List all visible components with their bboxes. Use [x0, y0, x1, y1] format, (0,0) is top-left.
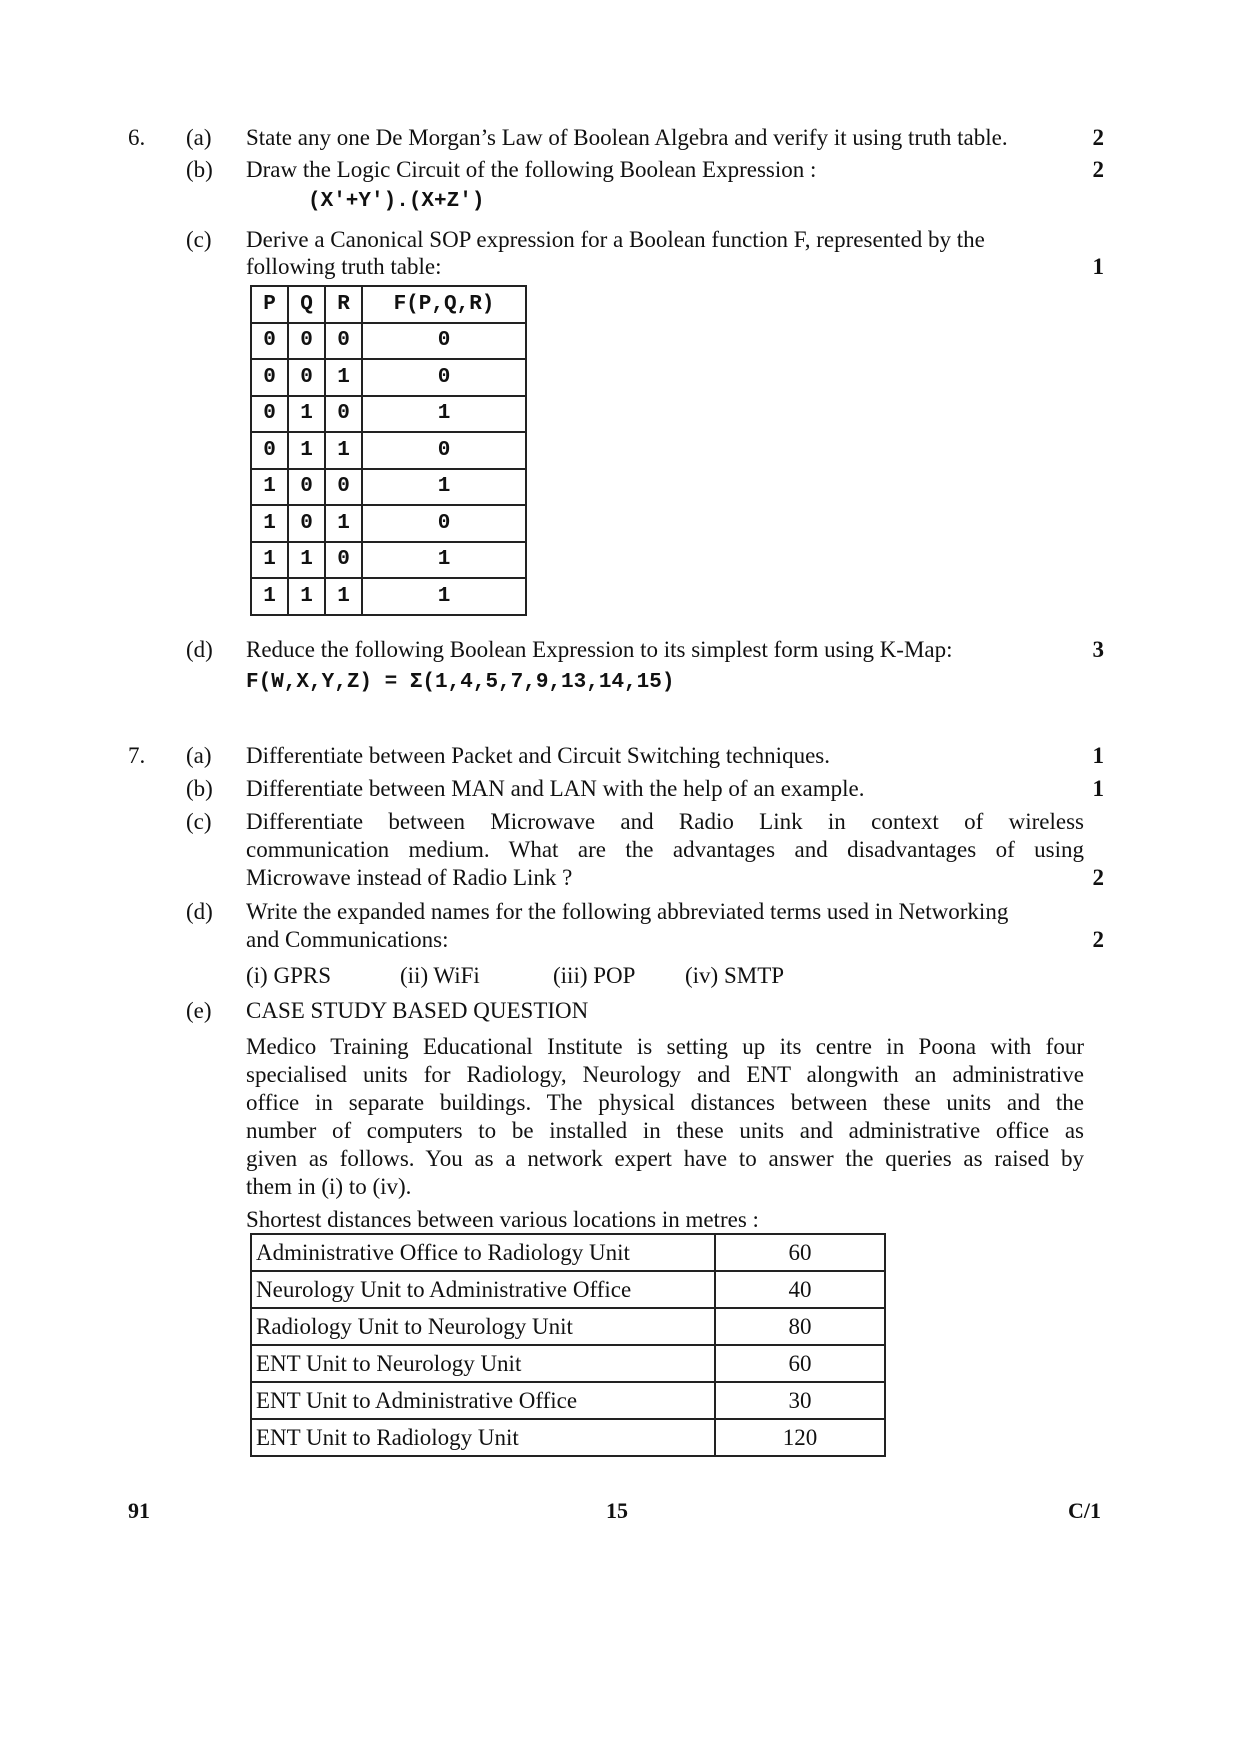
case-study-para-line2: [246, 1061, 1084, 1089]
table-row: [251, 432, 526, 469]
cell: 1: [288, 542, 325, 579]
q7c-line1-text: Differentiate between Microwave and Radio Link in context of wireless: [246, 809, 1084, 834]
q7d-label: (d): [186, 899, 213, 924]
cell: 1: [362, 578, 526, 615]
route-cell: Neurology Unit to Administrative Office: [251, 1271, 715, 1308]
q7d-text-line2: and Communications:: [246, 927, 449, 952]
q6d-text: Reduce the following Boolean Expression to its simplest form using K-Map:: [246, 637, 953, 662]
q7c-text-line3: Microwave instead of Radio Link ?: [246, 865, 573, 890]
para-line: number of computers to be installed in these units and administrative office as: [246, 1118, 1084, 1143]
distance-table-caption: Shortest distances between various locations in metres :: [246, 1207, 759, 1232]
q7c-label: (c): [186, 809, 212, 834]
cell: 1: [251, 505, 288, 542]
cell: 1: [325, 359, 362, 396]
q7d-term-2: (ii) WiFi: [400, 963, 480, 988]
cell: 0: [251, 396, 288, 433]
page-number: 15: [606, 1498, 628, 1523]
cell: 1: [288, 578, 325, 615]
table-row: [251, 542, 526, 579]
cell: 0: [362, 323, 526, 360]
cell: 1: [362, 542, 526, 579]
q7c-line2-text: communication medium. What are the advantages and disadvantages of using: [246, 837, 1084, 862]
cell: 0: [362, 432, 526, 469]
q6b-text: Draw the Logic Circuit of the following Boolean Expression :: [246, 157, 817, 182]
route-cell: Radiology Unit to Neurology Unit: [251, 1308, 715, 1345]
distance-cell: 60: [715, 1345, 885, 1382]
q7c-text-line2: [246, 836, 1084, 864]
cell: 0: [251, 323, 288, 360]
q6c-label: (c): [186, 227, 212, 252]
route-cell: ENT Unit to Radiology Unit: [251, 1419, 715, 1456]
case-study-para-line1: [246, 1033, 1084, 1061]
q6b-expression: (X'+Y').(X+Z'): [308, 190, 485, 213]
distance-cell: 120: [715, 1419, 885, 1456]
route-cell: ENT Unit to Neurology Unit: [251, 1345, 715, 1382]
cell: 0: [288, 505, 325, 542]
distance-cell: 80: [715, 1308, 885, 1345]
footer-code: 91: [128, 1498, 150, 1523]
q6b-label: (b): [186, 157, 213, 182]
q6a-marks: 2: [1092, 125, 1104, 150]
distance-cell: 40: [715, 1271, 885, 1308]
cell: 1: [251, 542, 288, 579]
distance-table: [250, 1233, 886, 1457]
table-row: [251, 1345, 885, 1382]
cell: 1: [251, 469, 288, 506]
truth-table: [250, 285, 527, 616]
q6b-marks: 2: [1092, 157, 1104, 182]
header-cell: R: [325, 286, 362, 323]
q6d-marks: 3: [1092, 637, 1104, 662]
distance-cell: 60: [715, 1234, 885, 1271]
table-row: [251, 396, 526, 433]
q6a-label: (a): [186, 125, 212, 150]
q7b-label: (b): [186, 776, 213, 801]
q7d-term-1: (i) GPRS: [246, 963, 331, 988]
cell: 1: [362, 396, 526, 433]
cell: 1: [288, 432, 325, 469]
q7e-label: (e): [186, 998, 212, 1023]
q6a-text: State any one De Morgan’s Law of Boolean Algebra and verify it using truth table.: [246, 125, 1008, 150]
header-cell: Q: [288, 286, 325, 323]
cell: 0: [251, 359, 288, 396]
q7b-text: Differentiate between MAN and LAN with the help of an example.: [246, 776, 865, 801]
para-line: given as follows. You as a network expert have to answer the queries as raised by: [246, 1146, 1084, 1171]
table-row: [251, 359, 526, 396]
table-row: [251, 1308, 885, 1345]
cell: 1: [288, 396, 325, 433]
q6d-label: (d): [186, 637, 213, 662]
para-line: office in separate buildings. The physical distances between these units and the: [246, 1090, 1084, 1115]
q7b-marks: 1: [1092, 776, 1104, 801]
cell: 1: [325, 432, 362, 469]
distance-cell: 30: [715, 1382, 885, 1419]
cell: 0: [251, 432, 288, 469]
q6c-text-line2: following truth table:: [246, 254, 442, 279]
cell: 0: [288, 359, 325, 396]
header-cell: P: [251, 286, 288, 323]
route-cell: Administrative Office to Radiology Unit: [251, 1234, 715, 1271]
q6c-marks: 1: [1092, 254, 1104, 279]
question-number-7: 7.: [128, 743, 146, 768]
cell: 1: [362, 469, 526, 506]
cell: 0: [362, 359, 526, 396]
q7d-term-4: (iv) SMTP: [685, 963, 785, 988]
q7d-term-3: (iii) POP: [553, 963, 636, 988]
table-row: [251, 1234, 885, 1271]
q7d-text-line1: Write the expanded names for the following abbreviated terms used in Networking: [246, 899, 1009, 924]
table-row: [251, 1382, 885, 1419]
cell: 0: [362, 505, 526, 542]
table-row: [251, 505, 526, 542]
q6c-text-line1: Derive a Canonical SOP expression for a Boolean function F, represented by the: [246, 227, 985, 252]
cell: 0: [288, 469, 325, 506]
table-row: [251, 469, 526, 506]
route-cell: ENT Unit to Administrative Office: [251, 1382, 715, 1419]
para-line: Medico Training Educational Institute is setting up its centre in Poona with four: [246, 1034, 1084, 1059]
cell: 1: [325, 578, 362, 615]
cell: 0: [325, 542, 362, 579]
question-number-6: 6.: [128, 125, 146, 150]
para-line: specialised units for Radiology, Neurology and ENT alongwith an administrative: [246, 1062, 1084, 1087]
q6d-expression: F(W,X,Y,Z) = Σ(1,4,5,7,9,13,14,15): [246, 671, 675, 694]
cell: 0: [325, 323, 362, 360]
q7a-label: (a): [186, 743, 212, 768]
header-cell: F(P,Q,R): [362, 286, 526, 323]
q7d-marks: 2: [1092, 927, 1104, 952]
case-study-para-line3: [246, 1089, 1084, 1117]
q7a-text: Differentiate between Packet and Circuit Switching techniques.: [246, 743, 830, 768]
case-study-para-line5: [246, 1145, 1084, 1173]
case-study-para-line4: [246, 1117, 1084, 1145]
q7a-marks: 1: [1092, 743, 1104, 768]
case-study-heading: CASE STUDY BASED QUESTION: [246, 998, 589, 1023]
table-row: [251, 323, 526, 360]
footer-set: C/1: [1068, 1498, 1101, 1523]
table-row: [251, 1419, 885, 1456]
table-row: [251, 578, 526, 615]
table-row: [251, 1271, 885, 1308]
q7c-marks: 2: [1092, 865, 1104, 890]
cell: 0: [325, 396, 362, 433]
cell: 1: [251, 578, 288, 615]
cell: 0: [325, 469, 362, 506]
cell: 1: [325, 505, 362, 542]
case-study-para-line6: them in (i) to (iv).: [246, 1174, 412, 1199]
cell: 0: [288, 323, 325, 360]
truth-table-header: [251, 286, 526, 323]
